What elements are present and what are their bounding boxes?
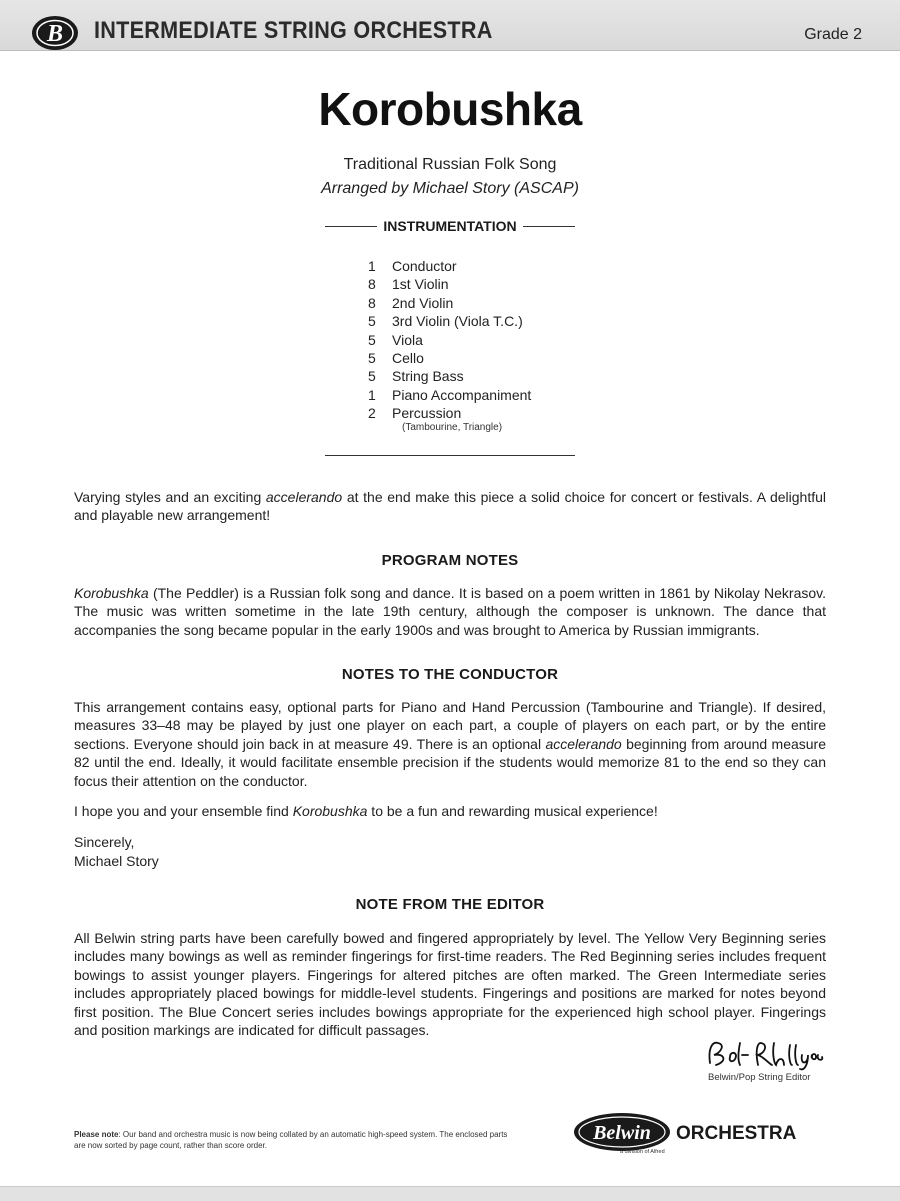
editor-note-heading: NOTE FROM THE EDITOR: [355, 896, 545, 913]
instrumentation-bottom-rule: [325, 455, 575, 456]
editor-signature: [704, 1035, 830, 1071]
instrument-name: Piano Accompaniment: [392, 386, 532, 403]
program-notes-text: (The Peddler) is a Russian folk song and dance. It is based on a poem written in 1861 by Nikolay Nekrasov. The music was written sometime in the late 19th century, although the composer is unknown. The dance that accompanies the song became popular in the early 1900s and was brought to America by Russian immigrants.: [74, 585, 826, 638]
percussion-note: (Tambourine, Triangle): [402, 422, 503, 433]
program-notes-paragraph: [74, 584, 826, 639]
grade-label: Grade 2: [804, 26, 862, 43]
collation-footnote: [74, 1129, 514, 1151]
closing-text-end: to be a fun and rewarding musical experience!: [367, 803, 658, 819]
instrument-row: [368, 275, 628, 293]
program-notes-heading: PROGRAM NOTES: [381, 552, 519, 569]
instrument-row: [368, 257, 628, 275]
closing-italic-title: Korobushka: [292, 803, 368, 819]
instrument-name: Percussion: [392, 405, 462, 422]
arranger-credit: Arranged by Michael Story (ASCAP): [321, 180, 579, 197]
page-bottom-band: [0, 1186, 900, 1201]
instrument-row: [368, 386, 628, 404]
svg-text:B: B: [46, 21, 64, 47]
instrument-row: [368, 312, 628, 330]
instrument-quantity: 8: [368, 276, 376, 293]
instrument-quantity: 5: [368, 349, 376, 366]
instrument-quantity: 2: [368, 405, 376, 422]
closing-salutation: Sincerely,: [74, 834, 135, 850]
instrument-quantity: 5: [368, 313, 376, 330]
instrument-quantity: 5: [368, 368, 376, 385]
editor-note-paragraph: All Belwin string parts have been carefully bowed and fingered appropriately by level. The Yellow Very Beginning series includes many bowings as well as reminder fingerings for first-time readers. The Red Beginning series includes frequent bowings to assist younger players. Fingerings for altered pitches are often marked. The Green Intermediate series includes appropriately placed bowings for middle-level students. Fingerings and positions are marked for notes beyond first position. The Blue Concert series includes bowings appropriate for the experienced high school player. Fingerings and position markings are indicated for difficult passages.: [74, 930, 826, 1039]
brand-tagline: a division of Alfred: [620, 1149, 665, 1155]
instrument-row: [368, 294, 628, 312]
heading-rule-left: [325, 226, 377, 227]
intro-paragraph: [74, 488, 826, 525]
instrument-name: 1st Violin: [392, 276, 449, 293]
instrument-row: [368, 404, 628, 422]
conductor-notes-italic-term: accelerando: [545, 735, 622, 752]
brand-word: ORCHESTRA: [676, 1123, 797, 1144]
instrument-quantity: 8: [368, 294, 376, 311]
instrument-name: Conductor: [392, 258, 457, 274]
conductor-notes-heading: NOTES TO THE CONDUCTOR: [341, 666, 559, 683]
closing-text-start: I hope you and your ensemble find: [74, 803, 293, 819]
signature-caption: Belwin/Pop String Editor: [708, 1072, 811, 1083]
instrument-name: 3rd Violin (Viola T.C.): [392, 313, 523, 330]
intro-text-start: Varying styles and an exciting: [74, 489, 266, 505]
footnote-text: : Our band and orchestra music is now being collated by an automatic high-speed system. The enclosed parts are now sorted by page count, rather than score order.: [74, 1130, 508, 1150]
intro-text-end: at the end make this piece a solid choice for concert or festivals. A delightful and playable new arrangement!: [74, 489, 826, 524]
instrumentation-list: [368, 257, 628, 423]
instrument-quantity: 1: [368, 386, 376, 403]
instrument-name: 2nd Violin: [392, 294, 454, 311]
instrument-name: Viola: [392, 331, 423, 348]
instrument-row: [368, 331, 628, 349]
brand-name: Belwin: [593, 1122, 651, 1144]
belwin-orchestra-logo: [572, 1110, 832, 1156]
program-notes-italic-title: Korobushka: [74, 585, 149, 601]
piece-title: Korobushka: [318, 83, 582, 135]
instrument-name: String Bass: [392, 368, 464, 385]
instrumentation-heading-label: INSTRUMENTATION: [383, 218, 517, 234]
instrument-quantity: 1: [368, 258, 376, 274]
instrument-name: Cello: [392, 349, 424, 366]
heading-rule-right: [523, 226, 575, 227]
instrumentation-heading: [325, 218, 575, 234]
closing-signer: Michael Story: [74, 853, 159, 869]
conductor-notes-text-start: This arrangement contains easy, optional parts for Piano and Hand Percussion (Tambourine and Triangle). If desired, measures 33–48 may be played by just one player on each part, a couple of players on each part, or by the entire sections. Everyone should join back in at measure 49. There is an optional: [74, 699, 826, 752]
instrument-quantity: 5: [368, 331, 376, 348]
intro-italic-term: accelerando: [265, 489, 343, 505]
conductor-closing-paragraph: [74, 802, 826, 820]
piece-subtitle: Traditional Russian Folk Song: [343, 156, 557, 173]
belwin-oval-icon: [572, 1110, 832, 1156]
footnote-label: Please note: [74, 1130, 119, 1139]
conductor-notes-text-end: beginning from around measure 82 until the end. Ideally, it would facilitate ensemble precision if the students would memorize 81 to the end so they can focus their attention on the conductor.: [74, 735, 827, 789]
instrument-row: [368, 367, 628, 385]
instrument-row: [368, 349, 628, 367]
conductor-notes-paragraph: [74, 698, 826, 790]
belwin-b-logo-icon: [30, 13, 80, 53]
series-title: INTERMEDIATE STRING ORCHESTRA: [94, 17, 493, 44]
